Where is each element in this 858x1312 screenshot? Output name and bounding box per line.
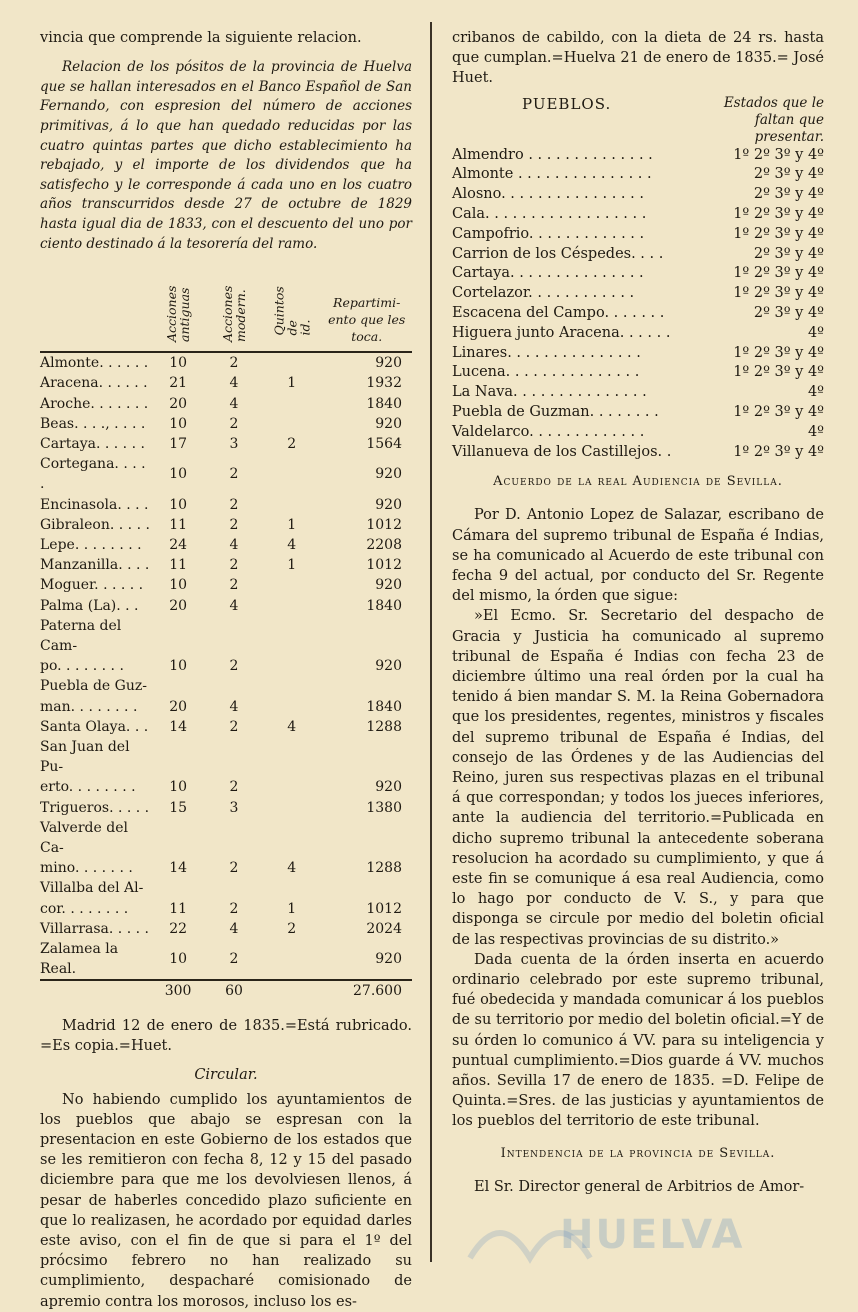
positos-row — [40, 515, 412, 535]
positos-cell-c — [262, 798, 322, 818]
circular-body: No habiendo cumplido los ayuntamientos de los pueblos que abajo se espresan con la presentacion en este Gobierno de los estados que se les remitieron con fecha 8, 12 y 15 del pasado diciembre para que me los devolviesen llenos, á pesar de haberles concedido plazo suficiente en que lo realizasen, he acordado por equidad darles este aviso, con el fin de que si para el 1º del prócsimo febrero no han realizado su cumplimiento, despacharé comisionado de apremio contra los morosos, incluso los es- — [40, 1091, 412, 1310]
positos-cell-pueblo: Palma (La). . . — [40, 597, 139, 614]
positos-cell-b — [206, 878, 262, 898]
pueblo-estados: 1º 2º 3º y 4º — [733, 364, 824, 381]
positos-cell-b: 2 — [229, 355, 239, 372]
pueblo-name: Almonte . . . . . . . . . . . . . . . — [452, 166, 652, 183]
pueblo-estados: 1º 2º 3º y 4º — [733, 206, 824, 222]
positos-cell-a: 20 — [169, 395, 188, 412]
pueblos-row — [452, 245, 824, 265]
positos-cell-c: 4 — [287, 860, 297, 877]
positos-row — [40, 717, 412, 737]
pueblo-name: Cala. . . . . . . . . . . . . . . . . . — [452, 206, 647, 222]
positos-cell-b: 2 — [229, 415, 239, 432]
positos-cell-b: 4 — [229, 597, 239, 614]
positos-cell-a: 10 — [169, 355, 188, 372]
positos-row — [40, 919, 412, 939]
positos-cell-d: 920 — [375, 658, 402, 675]
pueblo-name: Puebla de Guzman. . . . . . . . — [452, 403, 659, 420]
right-column — [452, 28, 824, 1197]
positos-cell-c: 1 — [287, 557, 297, 574]
positos-cell-pueblo: Moguer. . . . . . — [40, 577, 144, 594]
positos-row — [40, 697, 412, 717]
positos-cell-d: 2024 — [366, 920, 402, 937]
positos-cell-d: 920 — [375, 951, 402, 968]
positos-row — [40, 555, 412, 575]
positos-cell-c: 4 — [287, 718, 297, 735]
positos-cell-c — [262, 394, 322, 414]
positos-cell-a: 11 — [169, 516, 188, 533]
positos-cell-b: 2 — [229, 557, 239, 574]
positos-cell-pueblo: Cortegana. . . . . — [40, 456, 146, 493]
positos-cell-pueblo: Aracena. . . . . . — [40, 375, 148, 392]
positos-cell-b — [206, 616, 262, 656]
positos-cell-d — [321, 878, 412, 898]
pueblo-name: Higuera junto Aracena. . . . . . — [452, 324, 671, 341]
positos-cell-pueblo: erto. . . . . . . . — [40, 779, 136, 796]
positos-row — [40, 394, 412, 414]
positos-cell-b: 2 — [229, 779, 239, 796]
pueblos-row — [452, 363, 824, 383]
total-repartimiento: 27.600 — [321, 980, 412, 1001]
positos-cell-c — [262, 596, 322, 616]
positos-cell-a: 15 — [169, 799, 188, 816]
positos-cell-a: 22 — [169, 920, 188, 937]
positos-row — [40, 818, 412, 858]
positos-cell-pueblo: Zalamea la Real. — [40, 941, 119, 978]
pueblos-row — [452, 264, 824, 284]
positos-row — [40, 676, 412, 696]
positos-cell-c — [262, 495, 322, 515]
positos-cell-b: 4 — [229, 395, 239, 412]
positos-cell-d: 1012 — [366, 900, 402, 917]
pueblos-row — [452, 403, 824, 423]
positos-cell-b: 3 — [229, 799, 239, 816]
pueblos-row — [452, 205, 824, 225]
pueblo-name: Linares. . . . . . . . . . . . . . . — [452, 344, 641, 361]
positos-row — [40, 575, 412, 595]
positos-cell-c — [262, 777, 322, 797]
positos-cell-pueblo: Cartaya. . . . . . — [40, 435, 145, 452]
positos-cell-c — [262, 737, 322, 777]
pueblo-name: Villanueva de los Castillejos. . — [452, 443, 672, 460]
positos-cell-d: 1564 — [366, 435, 402, 452]
positos-cell-a: 10 — [169, 577, 188, 594]
positos-cell-a: 10 — [169, 951, 188, 968]
positos-cell-pueblo: mino. . . . . . . — [40, 860, 133, 877]
positos-cell-b: 2 — [229, 951, 239, 968]
pueblo-name: Cartaya. . . . . . . . . . . . . . . — [452, 265, 644, 282]
positos-cell-pueblo: San Juan del Pu- — [40, 739, 130, 776]
positos-cell-d: 920 — [375, 496, 402, 513]
header-acciones-antiguas: Acciones antiguas — [164, 285, 193, 343]
acuerdo-paragraph-2: »El Ecmo. Sr. Secretario del despacho de Gracia y Justicia ha comunicado al supremo tribunal de España é Indias con fecha 23 de diciembre último una real órden por la cual ha tenido á bien mandar S. M. la Reina Gobernadora que los presidentes, regentes, ministros y fiscales del supremo tribunal de España é Indias, del consejo de las Órdenes y de las Audiencias del Reino, juren sus respectivas plazas en el tribunal á que correspondan; y todos los jueces inferiores, ante la audiencia del territorio.=Publicada en dicho supremo tribunal la antecedente soberana resolucion ha acordado su cumplimiento, y que á este fin se comunique á esa real Audiencia, como lo hago por conducto de V. S., y para que disponga se circule por medio del boletin oficial de las respectivas provincias de su distrito.» — [452, 608, 824, 948]
positos-cell-b — [206, 737, 262, 777]
pueblos-row — [452, 324, 824, 344]
positos-cell-pueblo: cor. . . . . . . . — [40, 900, 129, 917]
right-opening-text: cribanos de cabildo, con la dieta de 24 rs. hasta que cumplan.=Huelva 21 de enero de 1835.= José Huet. — [452, 30, 824, 87]
positos-cell-a: 10 — [169, 658, 188, 675]
pueblos-table-header — [452, 95, 824, 146]
circular-title: Circular. — [194, 1067, 258, 1084]
positos-cell-d — [321, 616, 412, 656]
pueblos-row — [452, 225, 824, 245]
pueblo-name: La Nava. . . . . . . . . . . . . . . — [452, 384, 647, 401]
positos-cell-c — [262, 352, 322, 373]
positos-cell-c — [262, 939, 322, 980]
positos-cell-pueblo: Lepe. . . . . . . . — [40, 536, 142, 553]
positos-cell-b: 4 — [229, 698, 239, 715]
positos-table — [40, 266, 412, 1002]
intendencia-paragraph-1: El Sr. Director general de Arbitrios de Amor- — [474, 1178, 805, 1195]
pueblo-estados: 2º 3º y 4º — [753, 186, 824, 203]
positos-cell-pueblo: Manzanilla. . . . — [40, 557, 150, 574]
positos-cell-c — [262, 454, 322, 494]
column-divider — [430, 22, 432, 1262]
positos-cell-b: 2 — [229, 496, 239, 513]
positos-cell-a: 11 — [169, 557, 188, 574]
positos-cell-b: 2 — [229, 577, 239, 594]
positos-row — [40, 616, 412, 656]
positos-row — [40, 899, 412, 919]
positos-cell-a: 10 — [169, 779, 188, 796]
positos-cell-d — [321, 818, 412, 858]
positos-cell-a: 10 — [169, 496, 188, 513]
acuerdo-paragraph-1: Por D. Antonio Lopez de Salazar, escribano de Cámara del supremo tribunal de España é Indias, se ha comunicado al Acuerdo de este tribunal con fecha 9 del actual, por conducto del Sr. Regente del mismo, la órden que sigue: — [452, 507, 824, 605]
pueblo-estados: 1º 2º 3º y 4º — [733, 265, 824, 282]
pueblo-estados: 4º — [807, 384, 824, 401]
positos-cell-pueblo: Valverde del Ca- — [40, 819, 128, 857]
positos-row — [40, 777, 412, 797]
positos-cell-d: 1840 — [366, 395, 402, 412]
positos-cell-d: 1932 — [366, 375, 402, 392]
pueblo-name: Almendro . . . . . . . . . . . . . . — [452, 146, 653, 163]
positos-cell-c — [262, 878, 322, 898]
positos-cell-d: 920 — [375, 415, 402, 432]
positos-cell-c — [262, 575, 322, 595]
positos-cell-pueblo: Encinasola. . . . — [40, 496, 149, 513]
positos-cell-b — [206, 818, 262, 858]
positos-cell-pueblo: po. . . . . . . . — [40, 658, 124, 675]
positos-cell-pueblo: Villalba del Al- — [40, 880, 144, 897]
positos-cell-a: 21 — [169, 375, 188, 392]
positos-cell-d: 920 — [375, 466, 402, 483]
pueblo-estados: 1º 2º 3º y 4º — [733, 146, 824, 163]
positos-cell-c — [262, 697, 322, 717]
positos-cell-a: 10 — [169, 466, 188, 483]
pueblos-row — [452, 284, 824, 304]
pueblo-name: Campofrio. . . . . . . . . . . . . — [452, 225, 645, 242]
intendencia-title: Intendencia de la provincia de Sevilla. — [500, 1145, 776, 1161]
madrid-signature: Madrid 12 de enero de 1835.=Está rubricado. =Es copia.=Huet. — [40, 1017, 412, 1054]
positos-cell-pueblo: Beas. . . ., . . . . — [40, 415, 146, 432]
pueblo-estados: 2º 3º y 4º — [753, 166, 824, 183]
positos-cell-c — [262, 818, 322, 858]
pueblo-estados: 1º 2º 3º y 4º — [733, 344, 824, 361]
positos-cell-c — [262, 616, 322, 656]
positos-cell-d: 1380 — [366, 799, 402, 816]
positos-cell-d: 1288 — [366, 718, 402, 735]
positos-cell-a — [150, 878, 206, 898]
positos-cell-b — [206, 676, 262, 696]
header-quintos: Quintos de id. — [271, 286, 313, 336]
positos-cell-pueblo: Aroche. . . . . . . — [40, 395, 149, 412]
positos-row — [40, 373, 412, 393]
positos-cell-d: 1012 — [366, 516, 402, 533]
positos-row — [40, 454, 412, 494]
positos-cell-pueblo: Paterna del Cam- — [40, 617, 122, 654]
pueblo-name: Carrion de los Céspedes. . . . — [452, 245, 664, 262]
positos-cell-c: 1 — [287, 900, 297, 917]
positos-cell-d: 920 — [375, 577, 402, 594]
positos-cell-a — [150, 616, 206, 656]
pueblo-name: Escacena del Campo. . . . . . . — [452, 304, 665, 321]
positos-cell-b: 2 — [229, 516, 239, 533]
positos-cell-a — [150, 818, 206, 858]
left-opening-line: vincia que comprende la siguiente relacion. — [40, 30, 362, 46]
pueblo-estados: 1º 2º 3º y 4º — [733, 285, 824, 302]
positos-cell-pueblo: Gibraleon. . . . . — [40, 516, 150, 533]
positos-cell-a: 14 — [169, 860, 188, 877]
pueblo-name: Alosno. . . . . . . . . . . . . . . . — [452, 186, 644, 203]
pueblo-estados: 2º 3º y 4º — [753, 304, 824, 321]
positos-cell-pueblo: Puebla de Guz- — [40, 678, 147, 695]
positos-cell-b: 4 — [229, 536, 239, 553]
pueblo-estados: 4º — [807, 324, 824, 341]
positos-table-body — [40, 352, 412, 980]
positos-row — [40, 939, 412, 980]
positos-totals-row — [40, 980, 412, 1001]
positos-cell-a: 20 — [169, 698, 188, 715]
positos-cell-a — [150, 676, 206, 696]
pueblos-row — [452, 344, 824, 364]
pueblos-row — [452, 304, 824, 324]
positos-cell-c: 2 — [287, 920, 297, 937]
positos-row — [40, 352, 412, 373]
positos-cell-c: 1 — [287, 516, 297, 533]
positos-cell-b: 2 — [229, 860, 239, 877]
positos-cell-b: 2 — [229, 466, 239, 483]
pueblo-estados: 2º 3º y 4º — [753, 245, 824, 262]
positos-cell-c: 2 — [287, 435, 297, 452]
positos-cell-b: 4 — [229, 920, 239, 937]
positos-cell-pueblo: Villarrasa. . . . . — [40, 920, 149, 937]
positos-cell-d: 920 — [375, 355, 402, 372]
positos-cell-pueblo: man. . . . . . . . — [40, 698, 138, 715]
positos-cell-b: 3 — [229, 435, 239, 452]
pueblo-estados: 1º 2º 3º y 4º — [733, 403, 824, 420]
positos-cell-a: 20 — [169, 597, 188, 614]
positos-cell-d: 1012 — [366, 557, 402, 574]
positos-cell-b: 2 — [229, 658, 239, 675]
positos-cell-d — [321, 676, 412, 696]
positos-cell-pueblo: Santa Olaya. . . — [40, 718, 149, 735]
estados-label: Estados que le faltan que presentar. — [723, 94, 824, 145]
pueblos-row — [452, 443, 824, 463]
positos-row — [40, 495, 412, 515]
positos-cell-b: 2 — [229, 900, 239, 917]
positos-cell-b: 2 — [229, 718, 239, 735]
pueblos-table — [452, 95, 824, 463]
pueblos-row — [452, 165, 824, 185]
positos-row — [40, 414, 412, 434]
pueblo-name: Cortelazor. . . . . . . . . . . . — [452, 285, 635, 302]
positos-row — [40, 596, 412, 616]
positos-cell-d: 920 — [375, 779, 402, 796]
positos-cell-a: 24 — [169, 536, 188, 553]
positos-row — [40, 878, 412, 898]
relacion-heading: Relacion de los pósitos de la provincia de Huelva que se hallan interesados en el Banco Español de San Fernando, con espresion del número de acciones primitivas, á lo que han quedado reducidas por las cuatro quintas partes que dicho establecimiento ha rebajado, y el importe de los dividendos que ha satisfecho y le corresponde á cada uno en los cuatro años transcurridos desde 27 de octubre de 1829 hasta igual dia de 1833, con el descuento del uno por ciento destinado á la tesorería del ramo. — [40, 59, 412, 252]
positos-cell-a: 11 — [169, 900, 188, 917]
positos-cell-a: 10 — [169, 415, 188, 432]
header-acciones-modern: Acciones modern. — [219, 285, 248, 343]
pueblo-name: Valdelarco. . . . . . . . . . . . . — [452, 423, 645, 440]
pueblos-row — [452, 146, 824, 166]
acuerdo-title: Acuerdo de la real Audiencia de Sevilla. — [493, 474, 783, 490]
pueblos-table-body — [452, 146, 824, 463]
positos-cell-c: 4 — [287, 536, 297, 553]
total-acciones-antiguas: 300 — [150, 980, 206, 1001]
pueblo-estados: 1º 2º 3º y 4º — [733, 225, 824, 242]
positos-cell-a — [150, 737, 206, 777]
positos-row — [40, 737, 412, 777]
positos-cell-d: 1840 — [366, 698, 402, 715]
pueblo-name: Lucena. . . . . . . . . . . . . . . — [452, 364, 640, 381]
positos-row — [40, 535, 412, 555]
pueblos-row — [452, 423, 824, 443]
total-acciones-modern: 60 — [206, 980, 262, 1001]
positos-row — [40, 434, 412, 454]
positos-table-header — [40, 266, 412, 352]
positos-cell-c — [262, 656, 322, 676]
positos-cell-a: 17 — [169, 435, 188, 452]
positos-cell-d — [321, 737, 412, 777]
pueblos-label: PUEBLOS. — [522, 94, 612, 113]
positos-row — [40, 858, 412, 878]
header-repartimiento: Repartimi- ento que les toca. — [328, 295, 406, 345]
positos-cell-d: 2208 — [366, 536, 402, 553]
positos-cell-b: 4 — [229, 375, 239, 392]
positos-cell-d: 1288 — [366, 860, 402, 877]
positos-cell-c — [262, 676, 322, 696]
positos-row — [40, 798, 412, 818]
acuerdo-paragraph-3: Dada cuenta de la órden inserta en acuerdo ordinario celebrado por este supremo tribunal, fué obedecida y mandada comunicar á los pueblos de su territorio por medio del boletin oficial.=Y de su órden lo comunico á VV. para su inteligencia y puntual cumplimiento.=Dios guarde á VV. muchos años. Sevilla 17 de enero de 1835. =D. Felipe de Quinta.=Sres. de las justicias y ayuntamientos de los pueblos del territorio de este tribunal. — [452, 951, 824, 1130]
positos-cell-d: 1840 — [366, 597, 402, 614]
archive-watermark-text: HUELVA — [560, 1212, 745, 1258]
positos-cell-pueblo: Trigueros. . . . . — [40, 799, 150, 816]
pueblos-row — [452, 383, 824, 403]
left-column — [40, 28, 412, 1312]
positos-cell-pueblo: Almonte. . . . . . — [40, 355, 149, 372]
positos-cell-c — [262, 414, 322, 434]
pueblo-estados: 1º 2º 3º y 4º — [733, 443, 824, 460]
pueblo-estados: 4º — [807, 423, 824, 440]
positos-row — [40, 656, 412, 676]
pueblos-row — [452, 185, 824, 205]
positos-cell-c: 1 — [287, 375, 297, 392]
positos-cell-a: 14 — [169, 718, 188, 735]
